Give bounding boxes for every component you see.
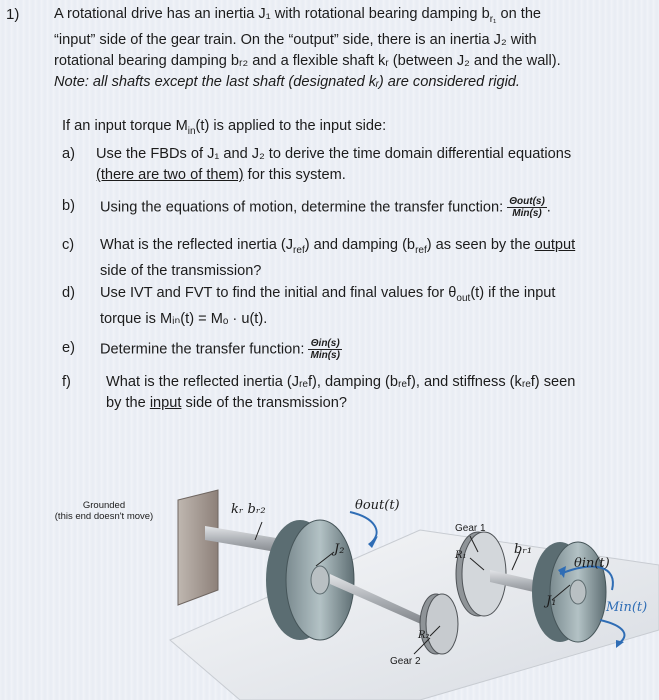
grounded-label <box>44 500 164 522</box>
item-b-frac-num: Θout(s) <box>509 196 545 207</box>
item-a-line-2-end: for this system. <box>243 167 346 183</box>
r2-label: R₂ <box>418 630 430 641</box>
r1-label: R₁ <box>455 550 467 561</box>
item-f-label: f) <box>62 374 71 390</box>
item-f-underlined: input <box>149 395 182 411</box>
j2-label: J₂ <box>334 542 345 557</box>
inertia-j2-hub <box>311 566 329 594</box>
item-d-t1: Use IVT and FVT to find the initial and final values for θ <box>100 285 457 301</box>
intro-line-1 <box>54 4 649 30</box>
item-e-fraction <box>308 338 341 361</box>
item-d-sub: out <box>456 292 471 304</box>
ground-wall <box>178 490 218 605</box>
gear-1-label: Gear 1 <box>455 523 486 534</box>
lead-end: (t) is applied to the input side: <box>195 118 387 134</box>
item-c-label: c) <box>62 237 75 253</box>
lead-sub: in <box>187 125 196 137</box>
item-c-sub1: ref <box>293 244 305 256</box>
intro-note: Note: all shafts except the last shaft (designated kᵣ) are considered rigid. <box>54 73 520 90</box>
item-c-underlined: output <box>534 237 576 253</box>
theta-out-arrowhead <box>368 536 378 548</box>
item-b-end: . <box>546 199 551 216</box>
theta-out-label: θout(t) <box>355 498 400 513</box>
item-f-line-2 <box>106 393 659 414</box>
inertia-j1-hub <box>570 580 586 604</box>
item-a-label: a) <box>62 146 75 162</box>
item-c-t3: ) as seen by the <box>426 237 535 253</box>
question-number: 1) <box>6 6 20 23</box>
kr-br2-label: kᵣ bᵣ₂ <box>231 502 266 517</box>
gear-2-label: Gear 2 <box>390 656 421 667</box>
theta-out-arrow <box>350 512 377 542</box>
intro-line-2: “input” side of the gear train. On the “output” side, there is an inertia J₂ with <box>54 31 537 48</box>
item-c-line-2: side of the transmission? <box>100 262 262 279</box>
br1-label: bᵣ₁ <box>514 542 533 557</box>
m-in-label: Min(t) <box>606 600 648 615</box>
intro-line-1-sub: r₁ <box>489 13 497 25</box>
intro-line-3: rotational bearing damping bᵣ₂ and a flexible shaft kᵣ (between J₂ and the wall). <box>54 52 561 69</box>
item-d-label: d) <box>62 285 75 301</box>
problem-statement <box>54 4 649 93</box>
item-f-t2: side of the transmission? <box>181 395 347 411</box>
grounded-text: Grounded <box>82 500 126 511</box>
lead-text: If an input torque M <box>62 118 188 134</box>
item-d-line-1 <box>100 283 655 309</box>
item-e-frac-num: Θin(s) <box>308 338 341 350</box>
item-c-sub2: ref <box>415 244 427 256</box>
item-b-frac-den: Min(s) <box>512 208 542 219</box>
item-d-line-2: torque is Mᵢₙ(t) = Mₒ · u(t). <box>100 310 268 327</box>
gear-2-face <box>426 594 458 654</box>
item-e-text: Determine the transfer function: <box>100 341 305 358</box>
intro-line-1-end: on the <box>496 6 542 22</box>
item-a-line-1: Use the FBDs of J₁ and J₂ to derive the time domain differential equations <box>96 146 572 162</box>
item-e-frac-den: Min(s) <box>310 350 340 361</box>
item-a-line-2 <box>96 165 651 186</box>
theta-in-label: θin(t) <box>574 556 610 571</box>
gear-train-diagram <box>0 470 659 700</box>
item-b-label: b) <box>62 198 75 214</box>
j1-label: J₁ <box>546 594 557 609</box>
item-a-underlined: (there are two of them) <box>96 167 244 183</box>
intro-line-1-text: A rotational drive has an inertia J₁ with rotational bearing damping b <box>54 6 490 22</box>
grounded-note: (this end doesn't move) <box>54 511 154 522</box>
item-d-t2: (t) if the input <box>470 285 556 301</box>
item-f-line-1: What is the reflected inertia (Jᵣₑf), damping (bᵣₑf), and stiffness (kᵣₑf) seen <box>106 374 576 390</box>
item-b-fraction <box>507 196 547 219</box>
item-f-t1: by the <box>106 395 150 411</box>
item-b-text: Using the equations of motion, determine the transfer function: <box>100 199 504 216</box>
item-c-line-1 <box>100 235 655 261</box>
item-c-t2: ) and damping (b <box>304 237 416 253</box>
item-e-label: e) <box>62 340 75 356</box>
item-c-t1: What is the reflected inertia (J <box>100 237 294 253</box>
lead-in <box>62 118 386 137</box>
